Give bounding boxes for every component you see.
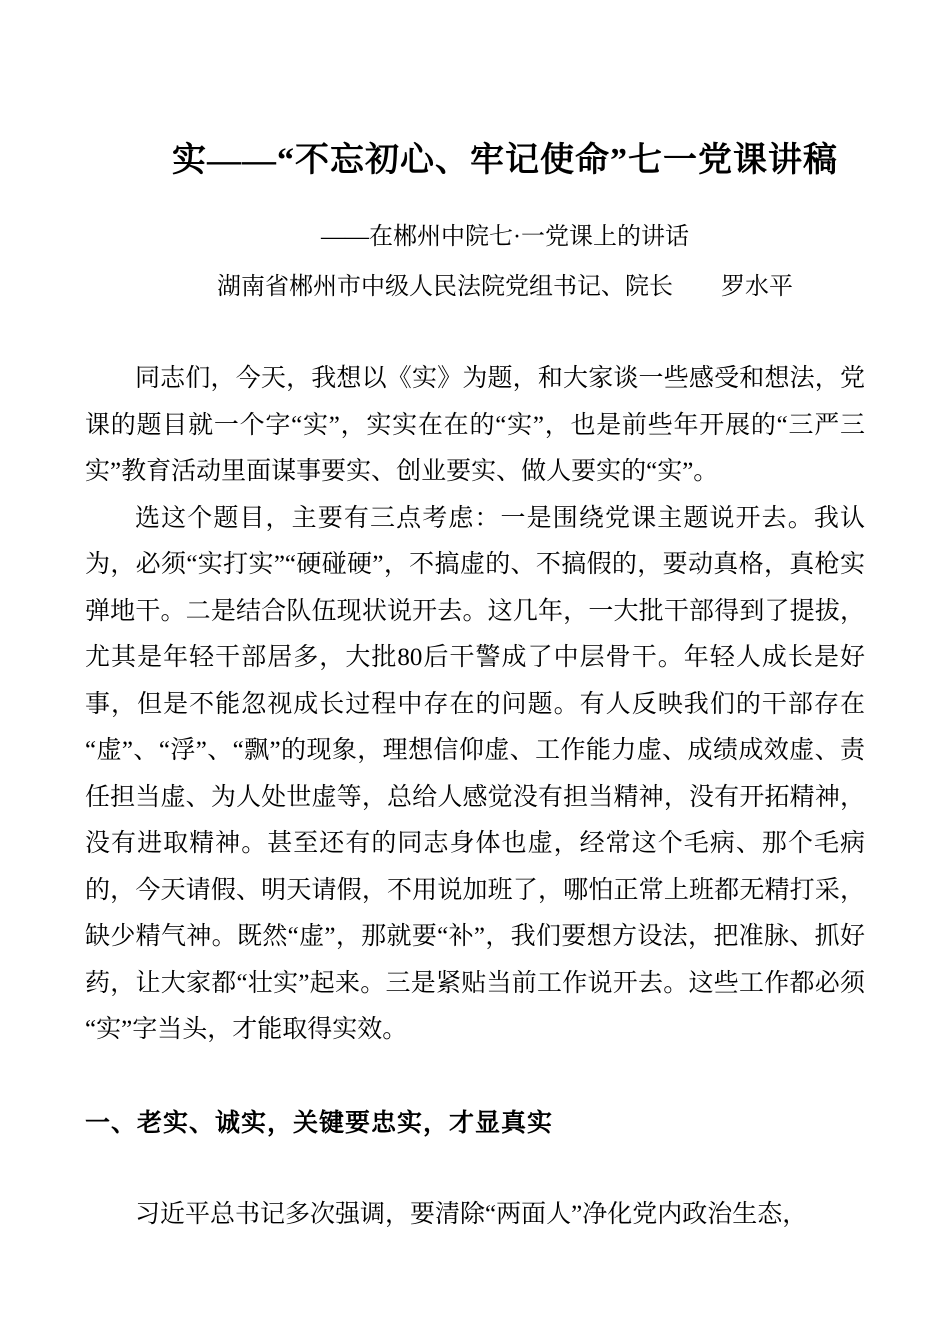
document-header: [85, 137, 865, 312]
doc-subtitle: ——在郴州中院七·一党课上的讲话: [321, 224, 689, 250]
doc-title: 实——“不忘初心、牢记使命”七一党课讲稿: [172, 142, 838, 179]
document-body: [85, 356, 865, 1239]
body-paragraph: 同志们，今天，我想以《实》为题，和大家谈一些感受和想法，党课的题目就一个字“实”，实实在在的“实”，也是前些年开展的“三严三实”教育活动里面谋事要实、创业要实、做人要实的“实”。: [85, 365, 865, 485]
section-heading: 一、老实、诚实，关键要忠实，才显真实: [85, 1108, 554, 1137]
section-paragraph: 习近平总书记多次强调，要清除“两面人”净化党内政治生态，: [135, 1201, 808, 1228]
body-paragraph: 选这个题目，主要有三点考虑：一是围绕党课主题说开去。我认为，必须“实打实”“硬碰硬”，不搞虚的、不搞假的，要动真格，真枪实弹地干。二是结合队伍现状说开去。这几年，一大批干部得到了提拔，尤其是年轻干部居多，大批80后干警成了中层骨干。年轻人成长是好事，但是不能忽视成长过程中存在的问题。有人反映我们的干部存在“虚”、“浮”、“飘”的现象，理想信仰虚、工作能力虚、成绩成效虚、责任担当虚、为人处世虚等，总给人感觉没有担当精神，没有开拓精神，没有进取精神。甚至还有的同志身体也虚，经常这个毛病、那个毛病的，今天请假、明天请假，不用说加班了，哪怕正常上班都无精打采，缺少精气神。既然“虚”，那就要“补”，我们要想方设法，把准脉、抓好药，让大家都“壮实”起来。三是紧贴当前工作说开去。这些工作都必须“实”字当头，才能取得实效。: [85, 504, 865, 1043]
doc-byline: 湖南省郴州市中级人民法院党组书记、院长 罗水平: [217, 274, 793, 300]
